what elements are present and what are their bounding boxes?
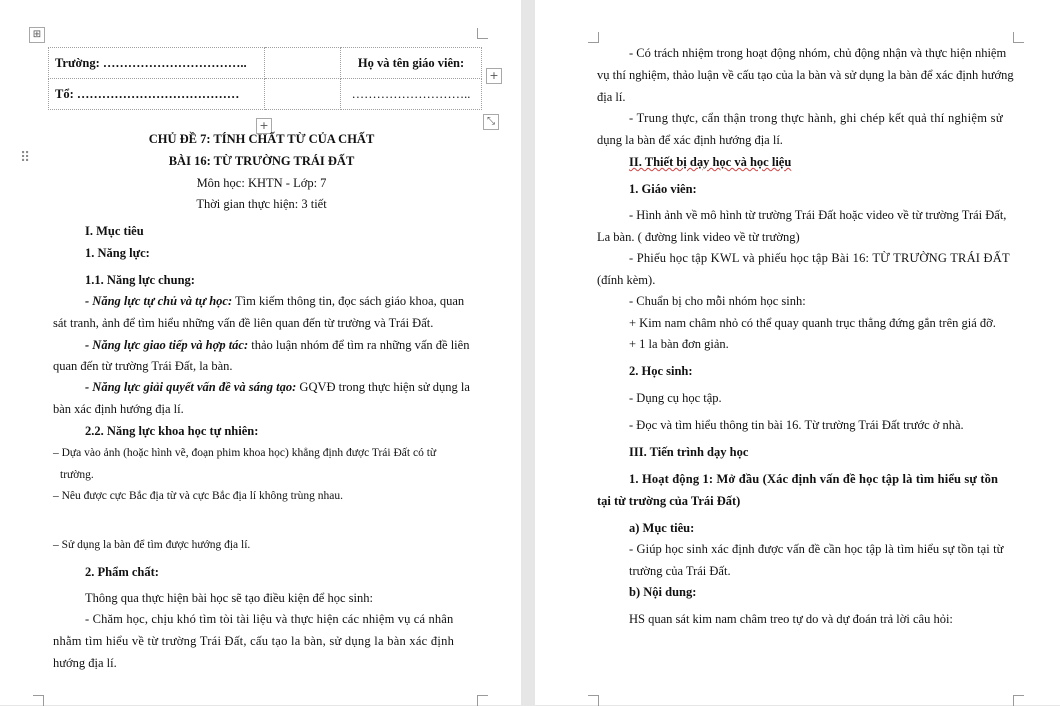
margin-corner-bottom-left <box>588 695 599 706</box>
lesson-heading: BÀI 16: TỪ TRƯỜNG TRÁI ĐẤT <box>168 154 355 168</box>
content-text: HS quan sát kim nam châm treo tự do và dự đoán trả lời câu hỏi: <box>629 612 953 626</box>
subsection-student: 2. Học sinh: <box>629 364 693 378</box>
paragraph-continuation: địa lí. <box>597 90 626 104</box>
paragraph <box>85 338 469 353</box>
list-item: + 1 la bàn đơn giản. <box>629 337 729 351</box>
duration-line: Thời gian thực hiện: 3 tiết <box>196 197 327 211</box>
activity-heading-continuation: tại từ trường của Trái Đất) <box>597 494 741 508</box>
paragraph-continuation: quan đến từ trường Trái Đất, la bàn. <box>53 359 233 373</box>
list-item: - Dụng cụ học tập. <box>629 391 722 405</box>
list-item: - Đọc và tìm hiểu thông tin bài 16. Từ trường Trái Đất trước ở nhà. <box>629 418 964 432</box>
section-objectives: I. Mục tiêu <box>85 224 144 238</box>
paragraph-continuation: vụ thí nghiệm, thảo luận về cấu tạo của la bàn và sử dụng la bàn để xác định hướng <box>597 68 1014 82</box>
school-cell[interactable]: Trường: …………………………….. <box>49 48 265 79</box>
header-table <box>48 47 482 110</box>
add-row-icon[interactable]: + <box>256 118 272 134</box>
paragraph-continuation: sát tranh, ảnh để tìm hiểu những vấn đề liên quan đến từ trường và Trái Đất. <box>53 316 434 330</box>
content-heading: b) Nội dung: <box>629 585 697 599</box>
paragraph <box>85 294 464 309</box>
subsection-science: 2.2. Năng lực khoa học tự nhiên: <box>85 424 259 438</box>
document-page-right <box>535 0 1060 705</box>
term-label: - Năng lực tự chủ và tự học: <box>85 294 233 308</box>
drag-handle-icon[interactable]: ⠿ <box>20 150 32 166</box>
table-resize-icon[interactable]: ⤡ <box>483 114 499 130</box>
margin-corner-bottom-right <box>477 695 488 706</box>
goal-item: - Giúp học sinh xác định được vấn đề cần học tập là tìm hiểu sự tồn tại từ <box>629 542 1004 556</box>
list-item-continuation: (đính kèm). <box>597 273 656 287</box>
paragraph-continuation: bàn xác định hướng địa lí. <box>53 402 184 416</box>
topic-heading: CHỦ ĐỀ 7: TÍNH CHẤT TỪ CỦA CHẤT <box>148 132 375 146</box>
section-equipment-text: II. Thiết bị dạy học và học liệu <box>629 155 792 169</box>
margin-corner-top-right <box>1013 32 1024 43</box>
teacher-label-cell[interactable]: Họ và tên giáo viên: <box>341 48 482 79</box>
subsection-qualities: 2. Phẩm chất: <box>85 565 159 579</box>
list-item: - Hình ảnh về mô hình từ trường Trái Đất hoặc video về từ trường Trái Đất, <box>629 208 1007 222</box>
subsection-competence: 1. Năng lực: <box>85 246 150 260</box>
subsection-general: 1.1. Năng lực chung: <box>85 273 195 287</box>
list-item: + Kim nam châm nhỏ có thể quay quanh trục thẳng đứng gắn trên giá đỡ. <box>629 316 996 330</box>
goal-heading: a) Mục tiêu: <box>629 521 695 535</box>
subsection-teacher: 1. Giáo viên: <box>629 182 697 196</box>
empty-cell[interactable] <box>265 48 341 79</box>
qualities-item-continuation: hướng địa lí. <box>53 656 117 670</box>
list-item-continuation: trường. <box>60 469 94 481</box>
list-item: - Chuẩn bị cho mỗi nhóm học sinh: <box>629 294 806 308</box>
activity-heading: 1. Hoạt động 1: Mở đầu (Xác định vấn đề học tập là tìm hiểu sự tồn <box>629 472 999 486</box>
group-cell[interactable]: Tổ: ………………………………… <box>49 79 265 110</box>
table-move-handle-icon[interactable]: ⊞ <box>29 27 45 43</box>
paragraph-continuation: dụng la bàn để xác định hướng địa lí. <box>597 133 783 147</box>
list-item: – Nêu được cực Bắc địa từ và cực Bắc địa lí không trùng nhau. <box>53 490 343 502</box>
paragraph-text: GQVĐ trong thực hiện sử dụng la <box>296 380 470 394</box>
qualities-item-continuation: nhằm tìm hiểu về từ trường Trái Đất, cấu tạo la bàn, sử dụng la bàn xác định <box>53 634 455 648</box>
paragraph-text: Tìm kiếm thông tin, đọc sách giáo khoa, quan <box>232 294 465 308</box>
margin-corner-bottom-right <box>1013 695 1024 706</box>
list-item: - Phiếu học tập KWL và phiếu học tập Bài 16: TỪ TRƯỜNG TRÁI ĐẤT <box>629 251 1010 265</box>
margin-corner-top-right <box>477 28 488 39</box>
qualities-intro: Thông qua thực hiện bài học sẽ tạo điều kiện để học sinh: <box>85 591 373 605</box>
margin-corner-top-left <box>588 32 599 43</box>
list-item: – Dựa vào ảnh (hoặc hình vẽ, đoạn phim khoa học) khẳng định được Trái Đất có từ <box>53 447 437 459</box>
section-equipment <box>629 155 791 170</box>
term-label: - Năng lực giao tiếp và hợp tác: <box>85 338 249 352</box>
paragraph: - Trung thực, cẩn thận trong thực hành, ghi chép kết quả thí nghiệm sử <box>629 111 1003 125</box>
paragraph-text: thảo luận nhóm để tìm ra những vấn đề liên <box>248 338 470 352</box>
term-label: - Năng lực giải quyết vấn đề và sáng tạo: <box>85 380 297 394</box>
list-item: – Sử dụng la bàn để tìm được hướng địa lí. <box>53 539 251 551</box>
list-item-continuation: La bàn. ( đường link video về từ trường) <box>597 230 800 244</box>
add-column-icon[interactable]: + <box>486 68 502 84</box>
empty-cell[interactable] <box>265 79 341 110</box>
paragraph <box>85 380 470 395</box>
teacher-value-cell[interactable]: ……………………….. <box>341 79 482 110</box>
subject-line: Môn học: KHTN - Lớp: 7 <box>196 176 327 190</box>
paragraph: - Có trách nhiệm trong hoạt động nhóm, chủ động nhận và thực hiện nhiệm <box>629 46 1007 60</box>
goal-item-continuation: trường của Trái Đất. <box>629 564 731 578</box>
section-process: III. Tiến trình dạy học <box>629 445 749 459</box>
document-page-left <box>0 0 521 705</box>
margin-corner-bottom-left <box>33 695 44 706</box>
qualities-item: - Chăm học, chịu khó tìm tòi tài liệu và thực hiện các nhiệm vụ cá nhân <box>85 612 454 626</box>
